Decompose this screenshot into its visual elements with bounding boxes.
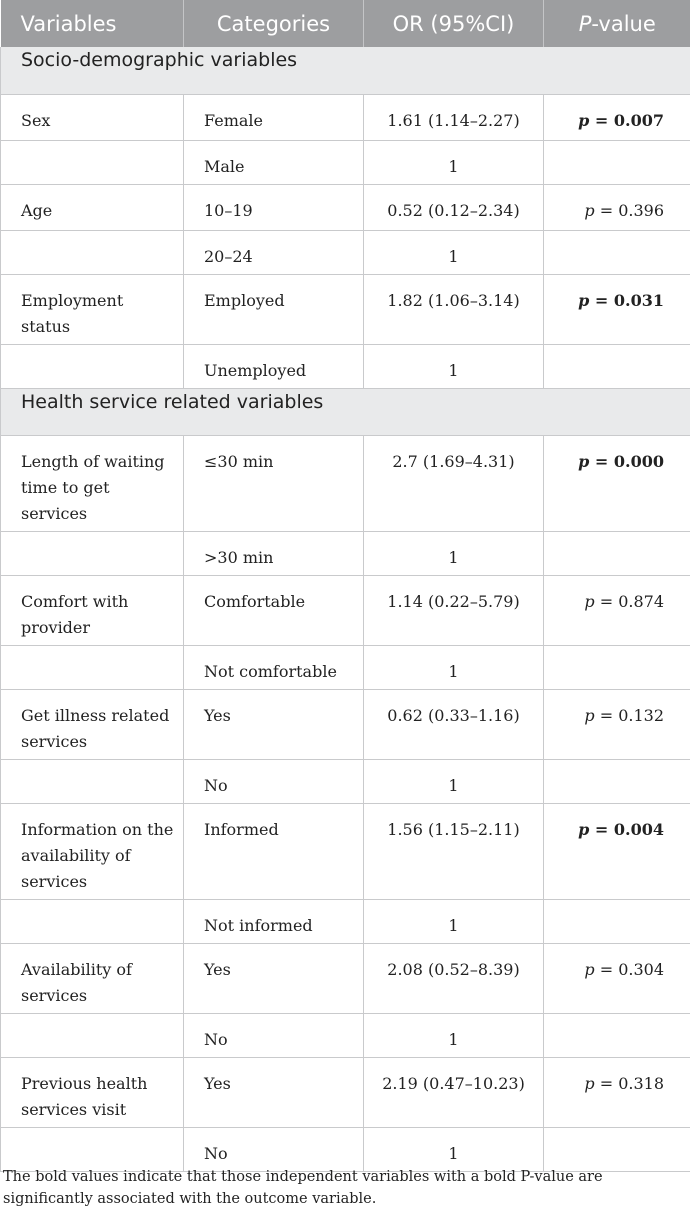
or-cell: 1 bbox=[364, 140, 544, 184]
or-cell: 1 bbox=[364, 1013, 544, 1057]
p-value-cell bbox=[544, 230, 690, 274]
or-cell: 1 bbox=[364, 230, 544, 274]
variable-cell: Previous health services visit bbox=[1, 1057, 184, 1127]
section-row bbox=[1, 388, 690, 435]
header-variables: Variables bbox=[1, 0, 184, 47]
table-footnote: The bold values indicate that those independent variables with a bold P-value are significantly associated with the outcome variable. bbox=[3, 1169, 603, 1207]
or-cell: 1.14 (0.22–5.79) bbox=[364, 575, 544, 645]
table-row bbox=[1, 943, 690, 1013]
or-cell: 2.08 (0.52–8.39) bbox=[364, 943, 544, 1013]
category-cell: Comfortable bbox=[184, 575, 364, 645]
table-row bbox=[1, 94, 690, 140]
category-cell: >30 min bbox=[184, 531, 364, 575]
p-value-cell bbox=[544, 759, 690, 803]
table-row bbox=[1, 344, 690, 388]
section-row bbox=[1, 47, 690, 94]
p-value-cell bbox=[544, 344, 690, 388]
table-row bbox=[1, 184, 690, 230]
section-title: Socio-demographic variables bbox=[1, 47, 690, 94]
or-cell: 2.7 (1.69–4.31) bbox=[364, 435, 544, 531]
table-row bbox=[1, 140, 690, 184]
or-cell: 1 bbox=[364, 1127, 544, 1171]
header-p-suffix: -value bbox=[591, 11, 656, 36]
variable-cell bbox=[1, 645, 184, 689]
table-row bbox=[1, 531, 690, 575]
or-cell: 2.19 (0.47–10.23) bbox=[364, 1057, 544, 1127]
or-cell: 1 bbox=[364, 344, 544, 388]
table-row bbox=[1, 689, 690, 759]
p-value-cell bbox=[544, 1013, 690, 1057]
or-cell: 1.56 (1.15–2.11) bbox=[364, 803, 544, 899]
p-value-cell: p = 0.396 bbox=[544, 184, 690, 230]
category-cell: Informed bbox=[184, 803, 364, 899]
p-value-cell bbox=[544, 531, 690, 575]
variable-cell: Information on the availability of services bbox=[1, 803, 184, 899]
or-cell: 0.62 (0.33–1.16) bbox=[364, 689, 544, 759]
table-row bbox=[1, 803, 690, 899]
table-row bbox=[1, 899, 690, 943]
or-cell: 1 bbox=[364, 531, 544, 575]
header-or: OR (95%CI) bbox=[364, 0, 544, 47]
header-p-letter: P bbox=[578, 11, 592, 36]
variable-cell: Sex bbox=[1, 94, 184, 140]
table-row bbox=[1, 645, 690, 689]
table-row bbox=[1, 575, 690, 645]
p-value-cell: p = 0.000 bbox=[544, 435, 690, 531]
category-cell: Employed bbox=[184, 274, 364, 344]
category-cell: 20–24 bbox=[184, 230, 364, 274]
variable-cell bbox=[1, 230, 184, 274]
category-cell: Not comfortable bbox=[184, 645, 364, 689]
or-cell: 1.61 (1.14–2.27) bbox=[364, 94, 544, 140]
header-categories: Categories bbox=[184, 0, 364, 47]
category-cell: Yes bbox=[184, 689, 364, 759]
variable-cell: Age bbox=[1, 184, 184, 230]
or-cell: 0.52 (0.12–2.34) bbox=[364, 184, 544, 230]
category-cell: No bbox=[184, 1013, 364, 1057]
category-cell: 10–19 bbox=[184, 184, 364, 230]
table-row bbox=[1, 1127, 690, 1171]
p-value-cell: p = 0.318 bbox=[544, 1057, 690, 1127]
p-value-cell: p = 0.031 bbox=[544, 274, 690, 344]
variable-cell: Comfort with provider bbox=[1, 575, 184, 645]
table-row bbox=[1, 1057, 690, 1127]
or-cell: 1 bbox=[364, 645, 544, 689]
table-row bbox=[1, 274, 690, 344]
variable-cell bbox=[1, 140, 184, 184]
category-cell: ≤30 min bbox=[184, 435, 364, 531]
p-value-cell: p = 0.874 bbox=[544, 575, 690, 645]
variable-cell bbox=[1, 1013, 184, 1057]
table-row bbox=[1, 759, 690, 803]
category-cell: Male bbox=[184, 140, 364, 184]
variable-cell bbox=[1, 531, 184, 575]
p-value-cell: p = 0.004 bbox=[544, 803, 690, 899]
p-value-cell: p = 0.304 bbox=[544, 943, 690, 1013]
header-p-value bbox=[544, 0, 690, 47]
category-cell: No bbox=[184, 759, 364, 803]
p-value-cell: p = 0.132 bbox=[544, 689, 690, 759]
category-cell: Not informed bbox=[184, 899, 364, 943]
category-cell: No bbox=[184, 1127, 364, 1171]
category-cell: Yes bbox=[184, 1057, 364, 1127]
variable-cell bbox=[1, 759, 184, 803]
table-row bbox=[1, 435, 690, 531]
variable-cell: Get illness related services bbox=[1, 689, 184, 759]
category-cell: Female bbox=[184, 94, 364, 140]
variable-cell: Length of waiting time to get services bbox=[1, 435, 184, 531]
variable-cell bbox=[1, 1127, 184, 1171]
or-cell: 1.82 (1.06–3.14) bbox=[364, 274, 544, 344]
p-value-cell bbox=[544, 899, 690, 943]
p-value-cell: p = 0.007 bbox=[544, 94, 690, 140]
variable-cell bbox=[1, 344, 184, 388]
section-title: Health service related variables bbox=[1, 388, 690, 435]
variable-cell: Employment status bbox=[1, 274, 184, 344]
variable-cell bbox=[1, 899, 184, 943]
header-row bbox=[1, 0, 690, 47]
p-value-cell bbox=[544, 1127, 690, 1171]
table-row bbox=[1, 230, 690, 274]
p-value-cell bbox=[544, 140, 690, 184]
category-cell: Yes bbox=[184, 943, 364, 1013]
category-cell: Unemployed bbox=[184, 344, 364, 388]
p-value-cell bbox=[544, 645, 690, 689]
variable-cell: Availability of services bbox=[1, 943, 184, 1013]
or-cell: 1 bbox=[364, 899, 544, 943]
or-cell: 1 bbox=[364, 759, 544, 803]
table-row bbox=[1, 1013, 690, 1057]
